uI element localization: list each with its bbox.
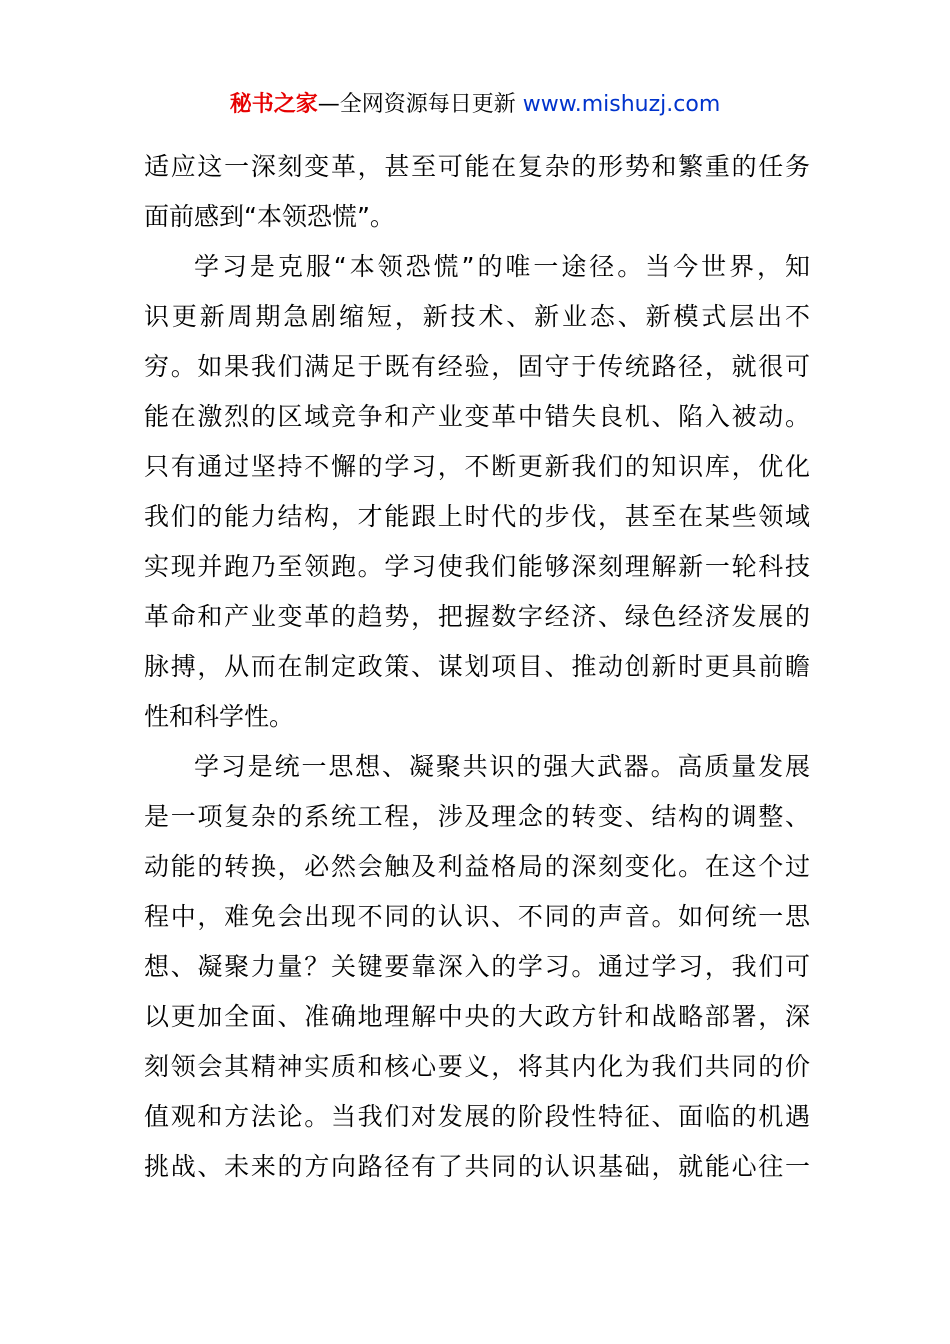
text-line: 革命和产业变革的趋势，把握数字经济、绿色经济发展的 — [144, 602, 810, 631]
body-text — [144, 142, 810, 1192]
text-line: 穷。如果我们满足于既有经验，固守于传统路径，就很可 — [144, 352, 810, 381]
text-line: 挑战、未来的方向路径有了共同的认识基础，就能心往一 — [144, 1152, 810, 1181]
text-line: 识更新周期急剧缩短，新技术、新业态、新模式层出不 — [144, 302, 810, 331]
page-header — [0, 88, 950, 122]
text-line: 刻领会其精神实质和核心要义，将其内化为我们共同的价 — [144, 1052, 810, 1081]
text-line: 适应这一深刻变革，甚至可能在复杂的形势和繁重的任务 — [144, 152, 810, 181]
text-line: 实现并跑乃至领跑。学习使我们能够深刻理解新一轮科技 — [144, 552, 810, 581]
text-line: 面前感到“本领恐慌”。 — [144, 202, 395, 231]
header-tagline: —全网资源每日更新 — [317, 92, 523, 117]
text-line: 脉搏，从而在制定政策、谋划项目、推动创新时更具前瞻 — [144, 652, 810, 681]
text-line: 能在激烈的区域竞争和产业变革中错失良机、陷入被动。 — [144, 402, 810, 431]
text-line: 我们的能力结构，才能跟上时代的步伐，甚至在某些领域 — [144, 502, 810, 531]
text-line: 性和科学性。 — [144, 702, 295, 731]
text-line: 动能的转换，必然会触及利益格局的深刻变化。在这个过 — [144, 852, 810, 881]
paragraph-start-line: 学习是克服“本领恐慌”的唯一途径。当今世界，知 — [194, 252, 810, 281]
text-line: 程中，难免会出现不同的认识、不同的声音。如何统一思 — [144, 902, 810, 931]
text-line: 值观和方法论。当我们对发展的阶段性特征、面临的机遇 — [144, 1102, 810, 1131]
text-line: 是一项复杂的系统工程，涉及理念的转变、结构的调整、 — [144, 802, 810, 831]
text-line: 只有通过坚持不懈的学习，不断更新我们的知识库，优化 — [144, 452, 810, 481]
text-line: 以更加全面、准确地理解中央的大政方针和战略部署，深 — [144, 1002, 810, 1031]
text-line: 想、凝聚力量？关键要靠深入的学习。通过学习，我们可 — [144, 952, 810, 981]
paragraph-start-line: 学习是统一思想、凝聚共识的强大武器。高质量发展 — [194, 752, 810, 781]
site-url: www.mishuzj.com — [522, 92, 721, 117]
brand-name: 秘书之家 — [229, 92, 318, 117]
